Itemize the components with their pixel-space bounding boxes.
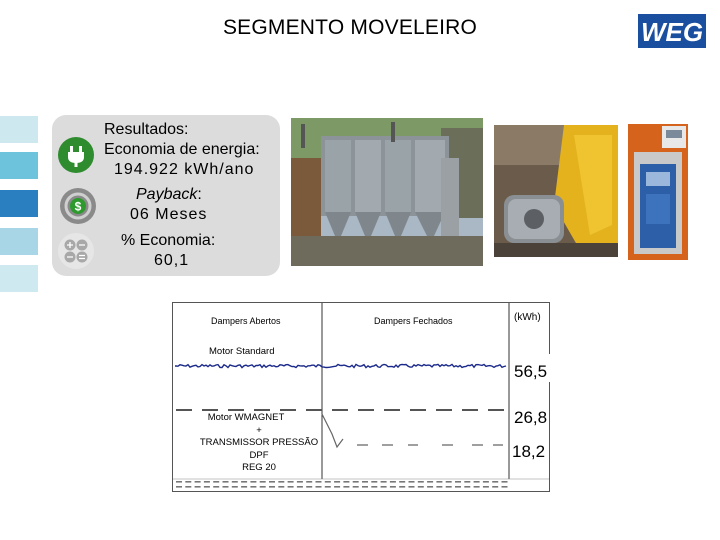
time-axis-tick <box>455 481 461 483</box>
value-label-reference: 26,8 <box>514 408 548 427</box>
calculator-icon <box>58 233 94 269</box>
time-axis-tick <box>353 486 359 488</box>
time-axis-tick <box>381 481 387 483</box>
payback-colon: : <box>197 186 202 203</box>
economy-value: 60,1 <box>154 252 190 269</box>
payback-label: Payback <box>136 186 198 203</box>
time-axis-tick <box>381 486 387 488</box>
time-axis-tick <box>427 481 433 483</box>
money-recycle-icon <box>60 188 96 224</box>
value-label-standard: 56,5 <box>514 362 548 381</box>
time-axis-tick <box>343 481 349 483</box>
time-axis-tick <box>399 486 405 488</box>
sidebar-tile-5 <box>0 265 38 292</box>
time-axis-tick <box>306 481 312 483</box>
time-axis-tick <box>288 486 294 488</box>
time-axis-tick <box>492 486 498 488</box>
time-axis-tick <box>362 481 368 483</box>
time-axis-tick <box>325 481 331 483</box>
time-axis-tick <box>334 481 340 483</box>
time-axis-tick <box>213 481 219 483</box>
time-axis-tick <box>269 481 275 483</box>
time-axis-tick <box>455 486 461 488</box>
logo-text: WEG <box>640 17 704 47</box>
weg-logo <box>638 14 706 48</box>
time-axis-tick <box>278 486 284 488</box>
time-axis-tick <box>474 486 480 488</box>
time-axis-tick <box>176 481 182 483</box>
time-axis-tick <box>241 486 247 488</box>
time-axis-tick <box>418 486 424 488</box>
unit-label: (kWh) <box>514 312 541 323</box>
time-axis-tick <box>409 481 415 483</box>
wmagnet-label-line-1: Motor WMAGNET <box>207 412 285 423</box>
time-axis-tick <box>371 481 377 483</box>
time-axis-tick <box>436 486 442 488</box>
chart-frame <box>173 303 550 492</box>
time-axis-tick <box>502 486 508 488</box>
header-label-open: Dampers Abertos <box>211 316 281 326</box>
energy-savings-label: Economia de energia: <box>104 141 260 158</box>
wmagnet-label-line-3: TRANSMISSOR PRESSÃO <box>199 437 319 448</box>
header-label-closed: Dampers Fechados <box>374 316 453 326</box>
energy-chart <box>172 302 550 492</box>
inverter-panel-photo <box>628 124 688 260</box>
time-axis-tick <box>316 486 322 488</box>
time-axis-tick <box>288 481 294 483</box>
time-axis-tick <box>306 486 312 488</box>
sidebar-tile-3 <box>0 190 38 217</box>
time-axis-tick <box>427 486 433 488</box>
time-axis-tick <box>232 481 238 483</box>
time-axis-tick <box>297 486 303 488</box>
time-axis-tick <box>260 486 266 488</box>
time-axis-tick <box>223 481 229 483</box>
time-axis-tick <box>260 481 266 483</box>
time-axis-tick <box>241 481 247 483</box>
time-axis-tick <box>446 481 452 483</box>
time-axis-tick <box>464 481 470 483</box>
results-heading: Resultados: <box>104 121 189 138</box>
energy-savings-value: 194.922 kWh/ano <box>114 161 255 178</box>
wmagnet-label-line-2: + <box>256 425 262 436</box>
time-axis-tick <box>204 481 210 483</box>
time-axis-tick <box>176 486 182 488</box>
time-axis-tick <box>418 481 424 483</box>
time-axis-tick <box>483 481 489 483</box>
time-axis-tick <box>436 481 442 483</box>
time-axis-tick <box>250 486 256 488</box>
plug-icon <box>58 137 94 173</box>
sidebar-tile-1 <box>0 116 38 143</box>
time-axis-tick <box>343 486 349 488</box>
fan-motor-photo <box>494 125 618 257</box>
wmagnet-label-line-4: DPF <box>249 450 269 461</box>
sidebar-tile-4 <box>0 228 38 255</box>
time-axis-tick <box>334 486 340 488</box>
time-axis-tick <box>223 486 229 488</box>
time-axis-tick <box>362 486 368 488</box>
time-axis-tick <box>446 486 452 488</box>
time-axis-tick <box>232 486 238 488</box>
time-axis-tick <box>390 486 396 488</box>
time-axis-tick <box>390 481 396 483</box>
time-axis-tick <box>325 486 331 488</box>
time-axis-tick <box>278 481 284 483</box>
time-axis-tick <box>250 481 256 483</box>
time-axis-tick <box>502 481 508 483</box>
page-title: SEGMENTO MOVELEIRO <box>222 16 478 39</box>
wmagnet-label-line-5: REG 20 <box>242 462 276 473</box>
time-axis-tick <box>213 486 219 488</box>
value-label-wmagnet: 18,2 <box>512 442 546 461</box>
economy-label: % Economia: <box>121 232 216 249</box>
svg-text:$: $ <box>74 199 82 214</box>
time-axis-tick <box>399 481 405 483</box>
time-axis-tick <box>409 486 415 488</box>
time-axis-tick <box>371 486 377 488</box>
time-axis-tick <box>185 486 191 488</box>
time-axis-tick <box>204 486 210 488</box>
sidebar-tile-2 <box>0 152 38 179</box>
payback-value: 06 Meses <box>130 206 208 223</box>
dust-collector-photo <box>291 118 483 266</box>
series-label-standard: Motor Standard <box>209 346 275 357</box>
time-axis-tick <box>353 481 359 483</box>
time-axis-tick <box>492 481 498 483</box>
time-axis-tick <box>316 481 322 483</box>
time-axis-tick <box>297 481 303 483</box>
time-axis-tick <box>483 486 489 488</box>
payback-row <box>136 186 202 204</box>
time-axis-tick <box>195 486 201 488</box>
time-axis-tick <box>474 481 480 483</box>
time-axis-tick <box>185 481 191 483</box>
time-axis-tick <box>269 486 275 488</box>
time-axis-tick <box>195 481 201 483</box>
time-axis-tick <box>464 486 470 488</box>
